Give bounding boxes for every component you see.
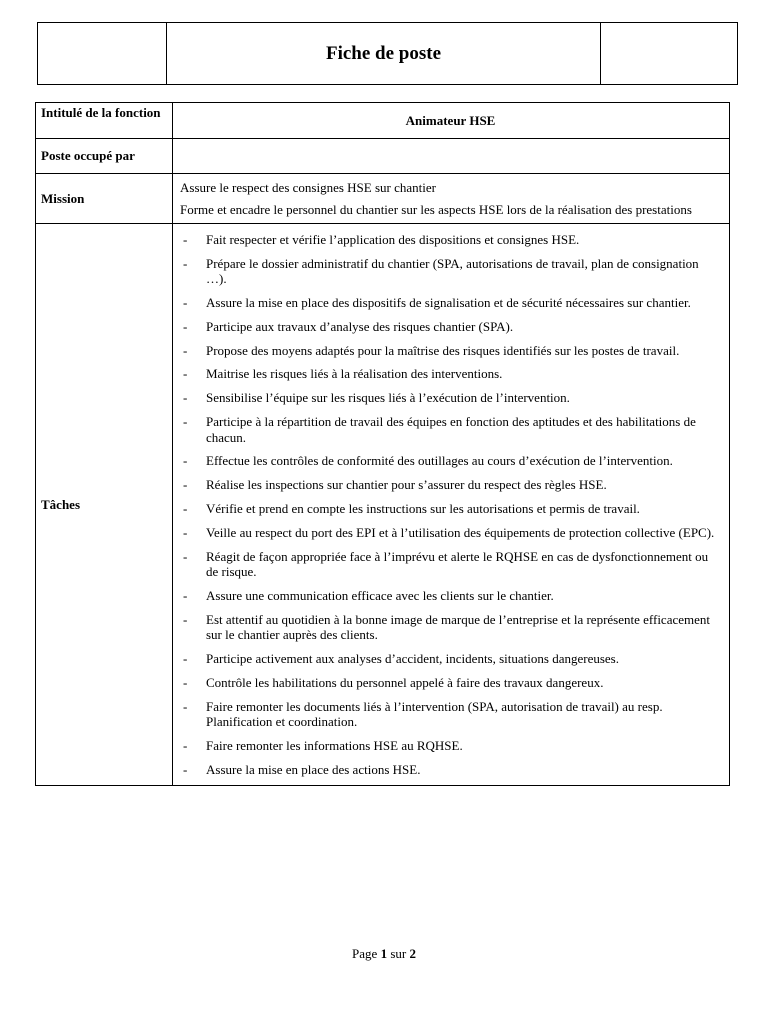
row-poste [36, 139, 730, 174]
dash-bullet: - [183, 414, 188, 430]
task-text: Faire remonter les informations HSE au RQHSE. [206, 737, 463, 753]
page-word: Page [352, 946, 378, 961]
task-item [180, 366, 721, 382]
task-text: Fait respecter et vérifie l’application des dispositions et consignes HSE. [206, 232, 580, 247]
taches-content [173, 224, 730, 786]
task-text: Maitrise les risques liés à la réalisation des interventions. [206, 366, 503, 382]
task-item [180, 256, 721, 287]
task-item [180, 453, 721, 469]
mission-line: Forme et encadre le personnel du chantier sur les aspects HSE lors de la réalisation des prestations [180, 201, 692, 217]
dash-bullet: - [183, 342, 188, 358]
dash-bullet: - [183, 295, 188, 311]
mission-label: Mission [36, 174, 173, 224]
dash-bullet: - [183, 255, 188, 271]
page-sep: sur [390, 946, 407, 961]
task-text: Réalise les inspections sur chantier pour s’assurer du respect des règles HSE. [206, 477, 607, 493]
job-description-table [35, 102, 730, 786]
dash-bullet: - [183, 674, 188, 690]
dash-bullet: - [183, 698, 188, 714]
task-item [180, 699, 721, 730]
dash-bullet: - [183, 524, 188, 540]
total-page-number: 2 [409, 946, 416, 961]
task-text: Propose des moyens adaptés pour la maîtrise des risques identifiés sur les postes de travail. [206, 342, 680, 358]
dash-bullet: - [183, 318, 188, 334]
task-item [180, 343, 721, 359]
mission-content [173, 174, 730, 224]
task-item [180, 319, 721, 335]
dash-bullet: - [183, 453, 188, 469]
task-item [180, 675, 721, 691]
dash-bullet: - [183, 650, 188, 666]
mission-line: Assure le respect des consignes HSE sur chantier [180, 180, 436, 195]
dash-bullet: - [183, 232, 188, 247]
dash-bullet: - [183, 390, 188, 406]
task-text: Effectue les contrôles de conformité des outillages au cours d’exécution de l’intervention. [206, 453, 673, 469]
taches-label: Tâches [36, 224, 173, 786]
dash-bullet: - [183, 477, 188, 493]
task-text: Assure une communication efficace avec les clients sur le chantier. [206, 587, 554, 603]
intitule-label: Intitulé de la fonction [36, 103, 173, 139]
task-item [180, 414, 721, 445]
task-item [180, 651, 721, 667]
header-left-cell [38, 23, 167, 85]
task-text: Sensibilise l’équipe sur les risques liés à l’exécution de l’intervention. [206, 390, 570, 406]
dash-bullet: - [183, 737, 188, 753]
current-page-number: 1 [380, 946, 388, 961]
task-text: Assure la mise en place des actions HSE. [206, 761, 421, 777]
task-list [180, 232, 721, 777]
task-text: Contrôle les habilitations du personnel appelé à faire des travaux dangereux. [206, 674, 604, 690]
task-text: Participe aux travaux d’analyse des risques chantier (SPA). [206, 318, 514, 334]
task-text: Veille au respect du port des EPI et à l’utilisation des équipements de protection collective (EPC). [206, 524, 715, 540]
poste-label: Poste occupé par [36, 139, 173, 174]
dash-bullet: - [183, 611, 188, 627]
row-mission [36, 174, 730, 224]
dash-bullet: - [183, 761, 188, 777]
dash-bullet: - [183, 548, 188, 564]
row-intitule [36, 103, 730, 139]
task-item [180, 738, 721, 754]
poste-value [173, 139, 730, 174]
row-taches [36, 224, 730, 786]
task-text: Réagit de façon appropriée face à l’imprévu et alerte le RQHSE en cas de dysfonctionnement ou de risque. [206, 548, 709, 580]
header-table [37, 22, 738, 85]
task-text: Participe activement aux analyses d’accident, incidents, situations dangereuses. [206, 650, 619, 666]
task-item [180, 232, 721, 248]
dash-bullet: - [183, 366, 188, 382]
task-text: Participe à la répartition de travail des équipes en fonction des aptitudes et des habilitations de chacun. [206, 414, 696, 445]
task-item [180, 612, 721, 643]
task-item [180, 762, 721, 778]
task-item [180, 588, 721, 604]
task-text: Prépare le dossier administratif du chantier (SPA, autorisations de travail, plan de consignation …). [206, 255, 699, 287]
task-text: Faire remonter les documents liés à l’intervention (SPA, autorisation de travail) au resp. Planification et coordination. [206, 698, 663, 730]
task-text: Est attentif au quotidien à la bonne image de marque de l’entreprise et la représente efficacement sur le chantier auprès des clients. [206, 611, 711, 643]
task-item [180, 390, 721, 406]
page-footer [0, 946, 768, 962]
task-item [180, 549, 721, 580]
dash-bullet: - [183, 587, 188, 603]
task-item [180, 501, 721, 517]
dash-bullet: - [183, 500, 188, 516]
task-text: Vérifie et prend en compte les instructions sur les autorisations et permis de travail. [206, 500, 640, 516]
intitule-value: Animateur HSE [173, 103, 730, 139]
document-title: Fiche de poste [167, 23, 601, 85]
task-item [180, 525, 721, 541]
task-text: Assure la mise en place des dispositifs de signalisation et de sécurité nécessaires sur chantier. [206, 295, 691, 311]
header-right-cell [601, 23, 738, 85]
task-item [180, 477, 721, 493]
task-item [180, 295, 721, 311]
